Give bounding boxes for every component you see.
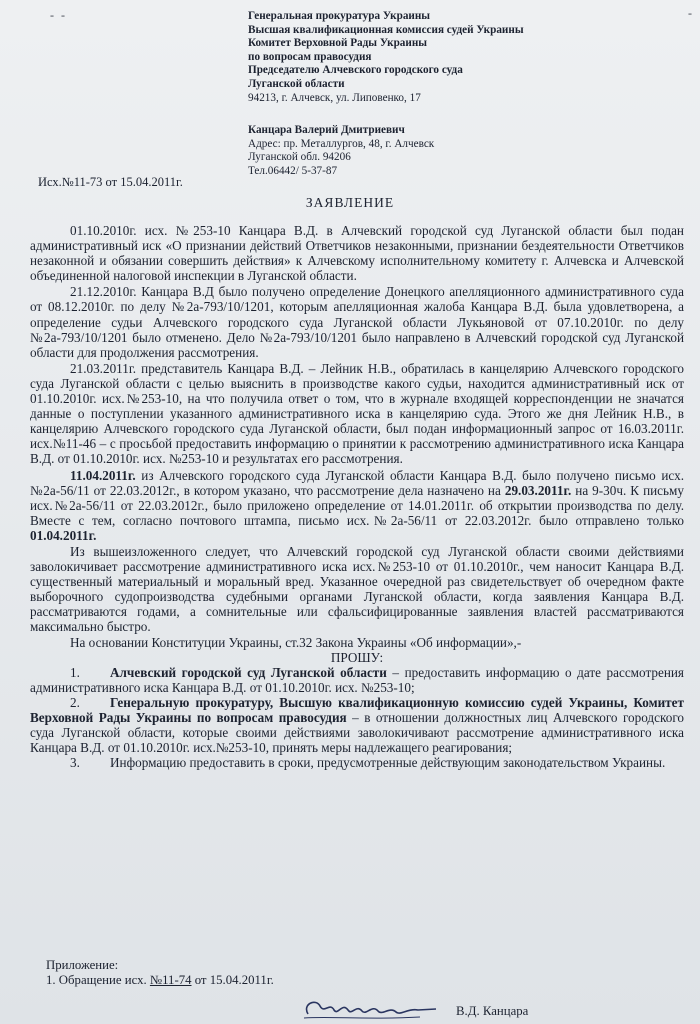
paragraph-3: 21.03.2011г. представитель Канцара В.Д. – Лейник Н.В., обратилась в канцелярию Алчевского городского суда Луганской области с целью выяснить в производстве какого судьи, находится административный иск от 01.10.2010г. исх.№253-10, на что получила ответ о том, что в журнале входящей корреспонденции не значатся данные о поступлении указанного административного иска в канцелярию суда. Этого же дня Лейник Н.В., в канцелярию Алчевского городского суда Луганской области, был подан информационный запрос от 16.03.2011г. исх.№11-46 – с просьбой предоставить информацию о принятии к рассмотрению административного иска Канцара В.Д. от 01.10.2010г. исх. №253-10 и результатах его рассмотрения. (30, 360, 684, 467)
recipient-line: Комитет Верховной Рады Украины (248, 37, 428, 50)
recipient-address: 94213, г. Алчевск, ул. Липовенко, 17 (248, 91, 421, 104)
handwritten-signature (300, 996, 440, 1022)
request-item-3 (30, 755, 684, 770)
item-text: Информацию предоставить в сроки, предусмотренные действующим законодательством Украины. (110, 755, 666, 771)
attachment-number: №11-74 (149, 973, 192, 987)
recipients-block (248, 10, 524, 105)
recipient-line: Председателю Алчевского городского суда (248, 64, 463, 77)
paragraph-6: На основании Конституции Украины, ст.32 Закона Украины «Об информации»,- (70, 634, 522, 650)
recipient-line: Луганской области (248, 77, 345, 90)
attachment-item (46, 973, 274, 988)
paragraph-5: Из вышеизложенного следует, что Алчевский городской суд Луганской области своими действиями заволокичивает рассмотрение административного иска исх.№253-10 от 01.10.2010г., чем наносит Канцара В.Д. существенный материальный и моральный вред. Указанное очередной раз свидетельствует об очередном факте выборочного судопроизводства судебными органами Луганской области, когда заявления Канцара В.Д. рассматриваются годами, а сомнительные или сфальсифицированные заявления властей рассматриваются максимально быстро. (30, 543, 684, 635)
bold-date: 29.03.2011г. (504, 482, 572, 498)
paragraph-1: 01.10.2010г. исх. №253-10 Канцара В.Д. в Алчевский городской суд Луганской области был подан административный иск «О признании действий Ответчиков незаконными, признании бездеятельности Ответчиков незаконной и обязании совершить действия» к Алчевскому исполнительному комитету г. Алчевска и Алчевской объединенной налоговой инспекции в Луганской области. (30, 223, 684, 284)
outgoing-number: Исх.№11-73 от 15.04.2011г. (38, 175, 183, 189)
item-bold: Алчевский городской суд Луганской области (110, 664, 387, 680)
paragraph-4 (30, 468, 684, 543)
text-span: на 9-30ч. К письму исх.№2а-56/11 от 22.03.2012г., было приложено определение от 14.01.2011г. об открытии производства по делу. Вместе с тем, согласно почтового штампа, письмо исх.№2а-56/11 от 22.03.2012г. было отправлено только (30, 482, 684, 528)
paragraph-2: 21.12.2010г. Канцара В.Д было получено определение Донецкого апелляционного административного суда от 08.12.2010г. по делу №2а-793/10/1201, которым апелляционная жалоба Канцара В.Д. была удовлетворена, а определение судьи Алчевского городского суда Луганской области Лукьяновой от 07.10.2010г. по делу №2а-793/10/1201 было отменено. Дело №2а-793/10/1201 было направлено в Алчевский городской суд Луганской области для продолжения рассмотрения. (30, 284, 684, 360)
recipient-line: Высшая квалификационная комиссия судей Украины (248, 23, 524, 36)
item-text: – в отношении должностных лиц Алчевского городского суда Луганской области, которые своими действиями заволокичивают рассмотрение административного иска Канцара В.Д. от 01.10.2010г. исх.№253-10, принять меры надлежащего реагирования; (30, 710, 684, 756)
attachments-label: Приложение: (46, 958, 119, 972)
sender-block (248, 124, 434, 178)
text-span: из Алчевского городского суда Луганской области Канцара В.Д. было получено письмо исх.№2а-56/11 от 22.03.2012г., в котором указано, что рассмотрение дела назначено на (30, 467, 684, 498)
signer-name: В.Д. Канцара (456, 1004, 529, 1018)
scan-mark-right: - (688, 6, 692, 20)
text-span: от 15.04.2011г. (191, 973, 274, 987)
text-span: 1. Обращение исх. (46, 973, 150, 987)
attachments (46, 958, 274, 988)
item-text: – предоставить информацию о дате рассмотрения административного иска Канцара В.Д. от 01.10.2010г. исх. №253-10; (30, 664, 684, 695)
request-heading: ПРОШУ: (330, 649, 384, 665)
item-number: 1. (70, 664, 80, 680)
sender-phone: Тел.06442/ 5-37-87 (248, 164, 338, 177)
request-item-1 (30, 665, 684, 695)
request-item-2 (30, 695, 684, 755)
recipient-line: по вопросам правосудия (248, 50, 372, 63)
sender-region: Луганской обл. 94206 (248, 151, 351, 164)
signature-area (300, 1000, 660, 1024)
sender-name: Канцара Валерий Дмитриевич (248, 124, 405, 136)
item-number: 2. (70, 694, 80, 710)
bold-date: 11.04.2011г. (70, 467, 136, 483)
bold-date: 01.04.2011г. (30, 527, 97, 543)
scan-mark-left: - - (50, 8, 67, 22)
document-title: ЗАЯВЛЕНИЕ (305, 195, 395, 210)
item-number: 3. (70, 755, 80, 771)
recipient-line: Генеральная прокуратура Украины (248, 10, 431, 22)
sender-address: Адрес: пр. Металлургов, 48, г. Алчевск (248, 137, 435, 150)
statement-body (30, 223, 684, 770)
item-bold: Генеральную прокуратуру, Высшую квалификационную комиссию судей Украины, Комитет Верховной Рады Украины по вопросам правосудия (30, 694, 684, 725)
